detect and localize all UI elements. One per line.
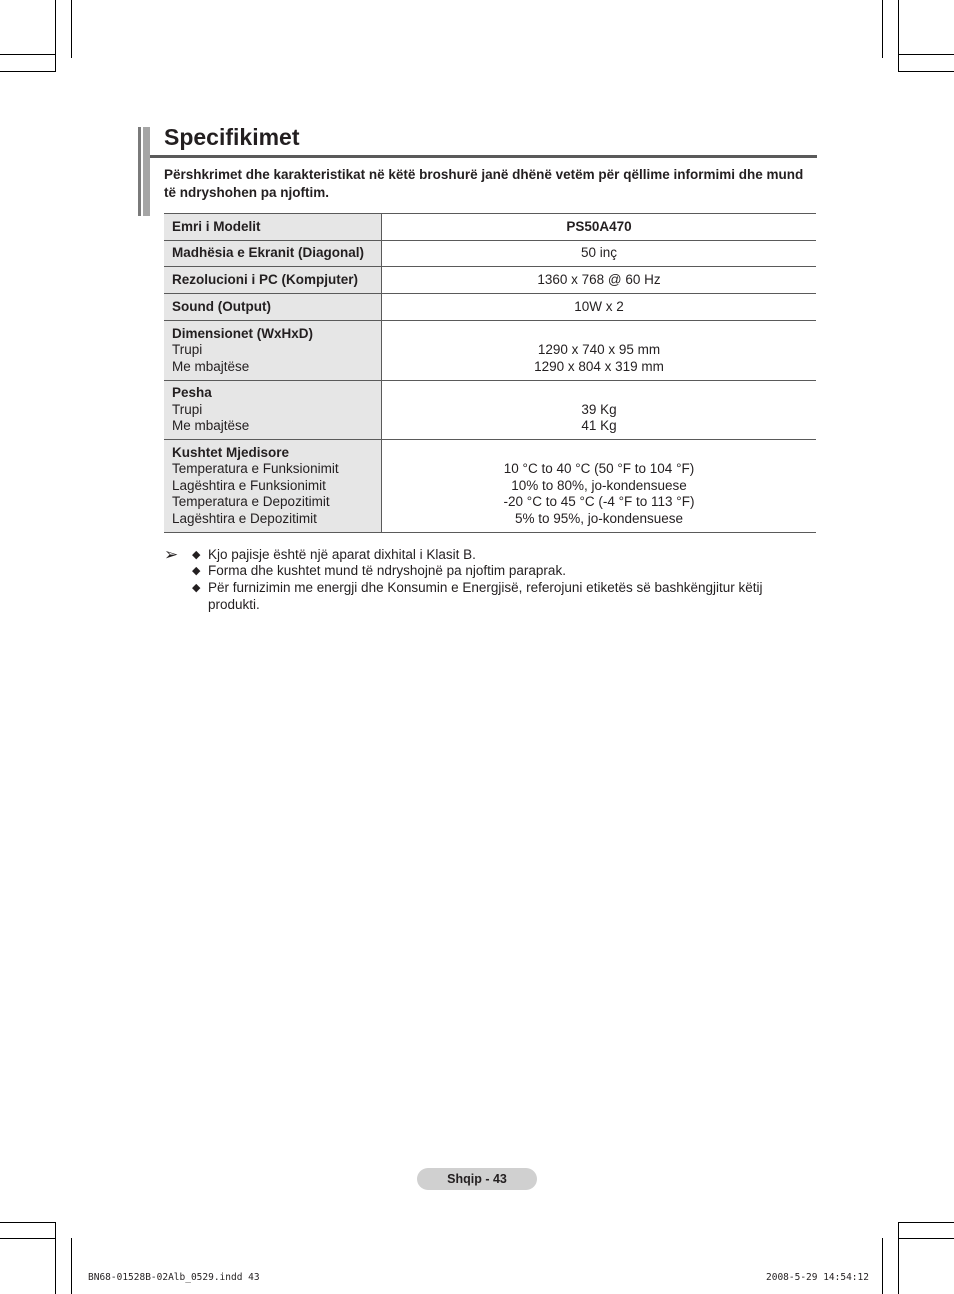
spec-group-label: Kushtet Mjedisore <box>172 444 290 460</box>
crop-mark <box>882 1238 883 1294</box>
note-arrow-icon: ➢ <box>164 545 179 564</box>
table-row <box>164 241 816 267</box>
spec-sub-value: 39 Kg <box>581 401 617 417</box>
spec-value: 10W x 2 <box>382 294 817 321</box>
crop-mark <box>55 0 56 72</box>
spec-label: Madhësia e Ekranit (Diagonal) <box>164 241 382 267</box>
crop-mark <box>71 0 72 58</box>
print-timestamp: 2008-5-29 14:54:12 <box>766 1272 869 1283</box>
crop-mark <box>0 1238 55 1239</box>
note-text: Forma dhe kushtet mund të ndryshojnë pa njoftim paraprak. <box>208 563 566 578</box>
table-row <box>164 321 816 381</box>
page-number-badge: Shqip - 43 <box>417 1168 537 1190</box>
spec-sub-value: 10% to 80%, jo-kondensuese <box>511 477 687 493</box>
crop-mark <box>899 1238 954 1239</box>
title-rule <box>150 155 817 158</box>
spec-label: Rezolucioni i PC (Kompjuter) <box>164 267 382 294</box>
spec-sub-label: Trupi <box>172 401 203 417</box>
crop-mark <box>898 1222 899 1294</box>
table-row <box>164 381 816 440</box>
spec-sub-value: 41 Kg <box>581 418 617 434</box>
diamond-bullet-icon: ◆ <box>192 549 201 561</box>
crop-mark <box>0 54 55 55</box>
crop-mark <box>882 0 883 58</box>
table-row <box>164 294 816 321</box>
spec-group-label: Dimensionet (WxHxD) <box>172 325 314 341</box>
spec-value <box>382 381 817 440</box>
spec-sub-label: Me mbajtëse <box>172 358 250 374</box>
note-text: Kjo pajisje është një aparat dixhital i Klasit B. <box>208 547 476 562</box>
intro-text: Përshkrimet dhe karakteristikat në këtë broshurë janë dhënë vetëm për qëllime informimi dhe mund të ndryshohen pa njoftim. <box>164 167 804 200</box>
crop-mark <box>899 54 954 55</box>
spec-sub-label: Lagështira e Depozitimit <box>172 510 317 526</box>
spec-sub-label: Trupi <box>172 342 203 358</box>
crop-mark <box>899 1222 954 1223</box>
spec-sub-label: Temperatura e Funksionimit <box>172 461 339 477</box>
spec-label: Emri i Modelit <box>164 214 382 241</box>
spec-sub-label: Temperatura e Depozitimit <box>172 494 330 510</box>
spec-value: PS50A470 <box>382 214 817 241</box>
table-row <box>164 440 816 533</box>
spec-label <box>164 321 382 381</box>
table-row <box>164 267 816 294</box>
spec-table <box>164 213 816 533</box>
spec-group-label: Pesha <box>172 385 212 401</box>
crop-mark <box>899 71 954 72</box>
crop-mark <box>0 71 55 72</box>
spec-sub-label: Me mbajtëse <box>172 418 250 434</box>
diamond-bullet-icon: ◆ <box>192 582 201 594</box>
diamond-bullet-icon: ◆ <box>192 565 201 577</box>
file-info: BN68-01528B-02Alb_0529.indd 43 <box>88 1272 260 1283</box>
spec-label <box>164 440 382 533</box>
crop-mark <box>898 0 899 72</box>
spec-value <box>382 440 817 533</box>
spec-sub-value: 1290 x 740 x 95 mm <box>537 342 661 358</box>
spec-label <box>164 381 382 440</box>
spec-value <box>382 321 817 381</box>
title-accent-bar <box>138 127 150 216</box>
spec-sub-value: -20 °C to 45 °C (-4 °F to 113 °F) <box>503 494 695 510</box>
spec-sub-label: Lagështira e Funksionimit <box>172 477 326 493</box>
crop-mark <box>0 1222 55 1223</box>
spec-label: Sound (Output) <box>164 294 382 321</box>
crop-mark <box>55 1222 56 1294</box>
spec-value: 50 inç <box>382 241 817 267</box>
spec-value: 1360 x 768 @ 60 Hz <box>382 267 817 294</box>
table-row <box>164 214 816 241</box>
note-text: Për furnizimin me energji dhe Konsumin e Energjisë, referojuni etiketës së bashkëngjitur këtij produkti. <box>208 580 763 612</box>
spec-sub-value: 5% to 95%, jo-kondensuese <box>514 510 684 526</box>
spec-sub-value: 1290 x 804 x 319 mm <box>534 358 664 374</box>
crop-mark <box>71 1238 72 1294</box>
spec-sub-value: 10 °C to 40 °C (50 °F to 104 °F) <box>503 461 695 477</box>
page-title: Specifikimet <box>164 124 300 150</box>
